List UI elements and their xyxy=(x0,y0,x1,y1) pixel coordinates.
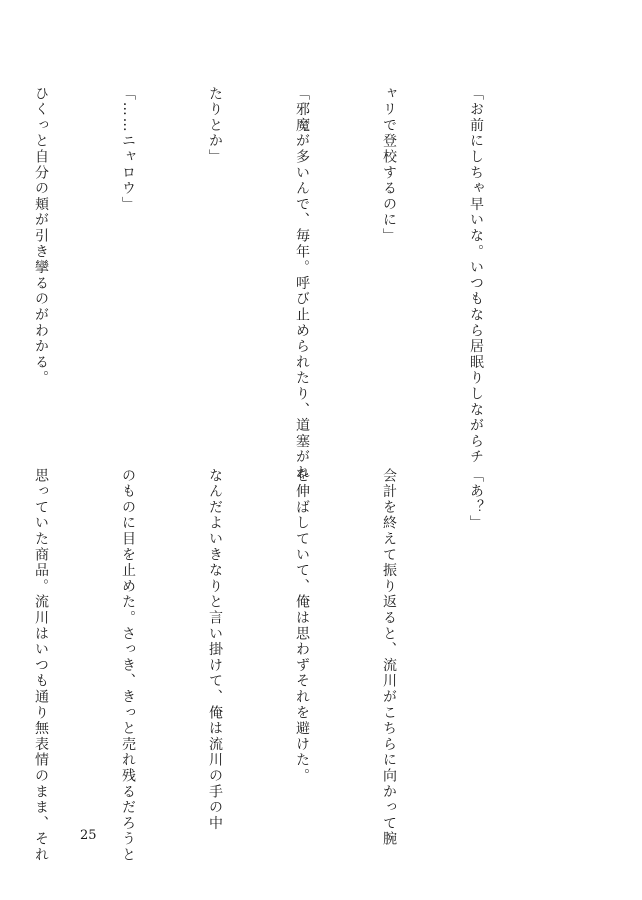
text-line: 思っていた商品。流川はいつも通り無表情のまま、それ xyxy=(33,468,49,863)
text-line: 「邪魔が多いんで、毎年。呼び止められたり、道塞がれ xyxy=(294,86,310,481)
text-block-top xyxy=(33,86,548,481)
text-line: ひくっと自分の頬が引き攣るのがわかる。 xyxy=(33,86,49,387)
text-line: 「……ニャロウ」 xyxy=(120,86,136,213)
text-line: なんだよいきなりと言い掛けて、俺は流川の手の中 xyxy=(207,468,223,832)
text-line: 「あ？」 xyxy=(468,468,484,532)
text-line: のものに目を止めた。さっき、きっと売れ残るだろうと xyxy=(120,468,136,863)
text-line: ャリで登校するのに」 xyxy=(381,86,397,244)
text-line: たりとか」 xyxy=(207,86,223,165)
text-line: 「お前にしちゃ早いな。いつもなら居眠りしながらチ xyxy=(468,86,484,466)
text-line: を伸ばしていて、俺は思わずそれを避けた。 xyxy=(294,468,310,784)
page-number: 25 xyxy=(80,828,97,843)
text-line: 会計を終えて振り返ると、流川がこちらに向かって腕 xyxy=(381,468,397,848)
